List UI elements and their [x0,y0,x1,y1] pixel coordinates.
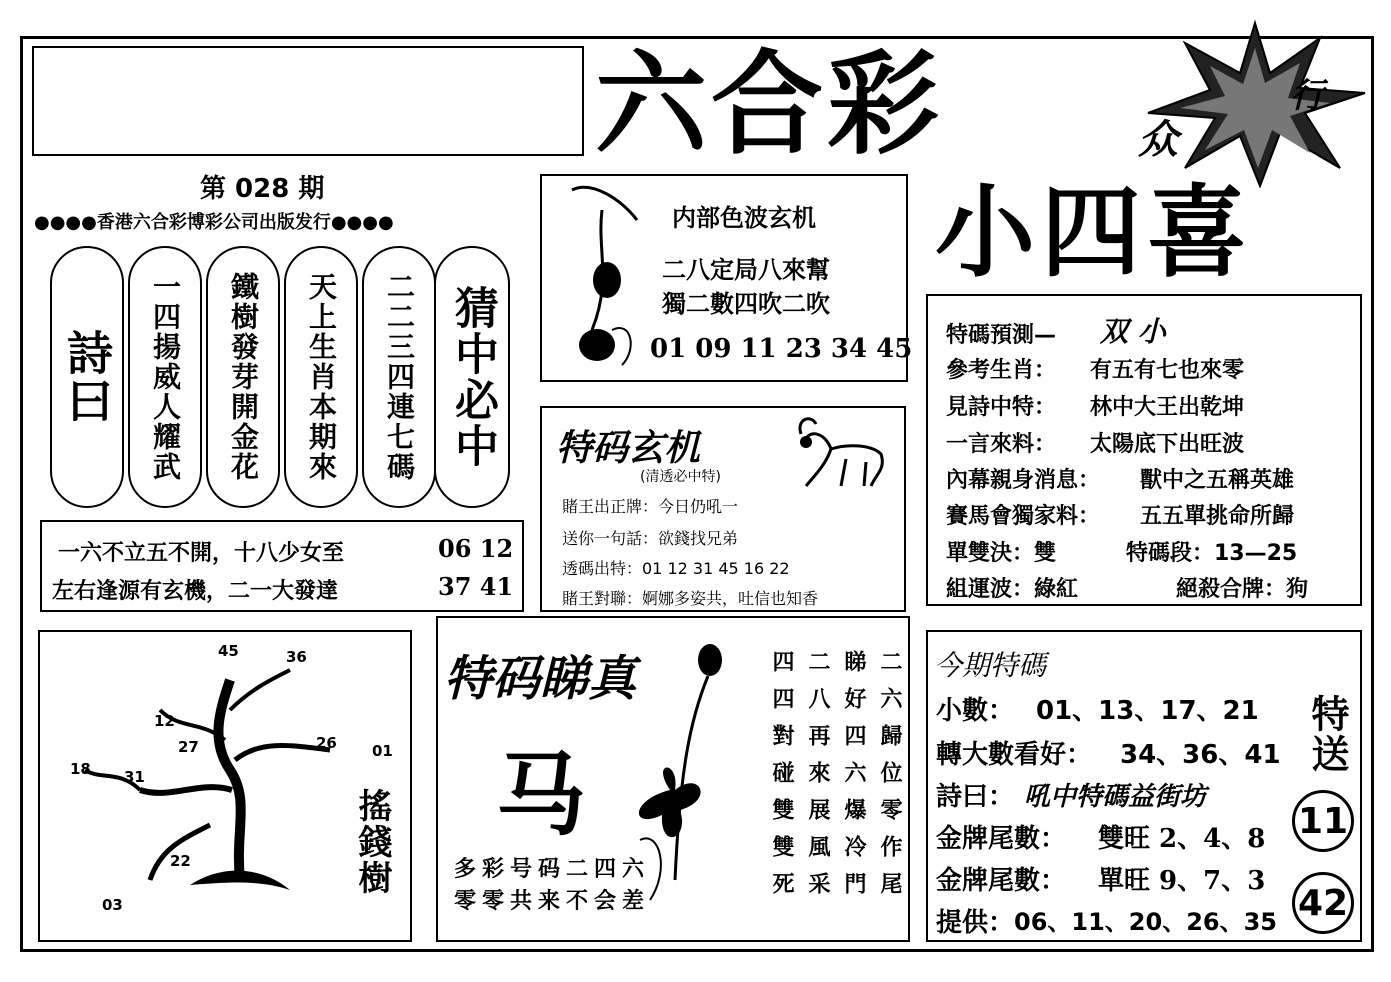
watch-col-4: 四四對碰雙雙死 [769,650,794,909]
goat-icon [786,414,896,494]
tree-num-26: 26 [316,734,337,752]
today-label-5: 提供： [936,908,1015,938]
pred-label-1: 參考生肖： [946,358,1057,383]
special-sub: (清透必中特) [640,469,721,485]
watch-line-2: 零零共来不会差 [454,889,651,914]
tree-num-45: 45 [218,642,239,660]
special-row-1: 賭王出正牌：今日仍吼一 [562,497,739,516]
tree-num-18: 18 [70,760,91,778]
gift-number-2: 42 [1292,872,1354,934]
tree-num-03: 03 [102,896,123,914]
pred-value-0: 双 小 [1100,315,1166,348]
tree-num-01: 01 [372,742,393,760]
pred-row-7b: 特碼段：13—25 [1126,541,1298,566]
watch-title: 特码睇真 [444,651,637,707]
tree-num-12: 12 [154,712,175,730]
pred-label-2: 見詩中特： [946,395,1057,420]
wave-line-2: 獨二數四吹二吹 [662,289,830,318]
tree-num-22: 22 [170,852,191,870]
today-value-3: 雙旺 2、4、8 [1098,824,1266,854]
special-row-3: 透碼出特：01 12 31 45 16 22 [562,559,790,578]
publisher-line: ●●●●香港六合彩博彩公司出版发行●●●● [34,212,394,233]
pred-value-5: 五五單挑命所歸 [1140,504,1295,529]
watch-big-char: 马 [496,743,586,848]
pred-value-1: 有五有七也來零 [1090,358,1245,383]
pred-value-3: 太陽底下出旺波 [1090,432,1245,457]
poem-col-1: 一四揚威人耀武 [128,246,202,508]
tree-num-31: 31 [124,768,145,786]
guess-pill [434,246,510,508]
pred-label-4: 內幕親身消息： [946,468,1101,493]
today-label-3: 金牌尾數： [936,824,1067,854]
today-value-0: 01、13、17、21 [1036,696,1259,726]
pred-label-3: 一言來料： [946,432,1057,457]
special-row-4: 賭王對聯：婀娜多姿共，吐信也知香 [562,589,819,608]
today-value-2: 吼中特碼益街坊 [1024,782,1207,812]
watch-col-3: 二八再來展風采 [805,650,830,909]
watch-line-1: 多彩号码二四六 [454,857,651,882]
pred-row-8b: 絕殺合牌：狗 [1176,577,1309,602]
poem-col-4: 二二三四連七碼 [362,246,436,508]
wave-title: 内部色波玄机 [672,204,816,232]
watch-col-1: 二六歸位零作尾 [877,650,902,909]
poem-title-pill [50,246,124,508]
poem-col-3: 天上生肖本期來 [284,246,358,508]
gift-number-1: 11 [1292,790,1354,852]
poem-col-2: 鐵樹發芽開金花 [206,246,280,508]
wave-numbers: 01 09 11 23 34 45 [650,334,913,364]
flower-icon [552,180,652,375]
pred-label-0: 特碼預測— [946,323,1057,348]
couplet-line-1: 一六不立五不開，十八少女至 [58,541,345,566]
pred-row-8a: 組運波：綠紅 [946,577,1079,602]
watch-col-2: 睇好四六爆冷門 [841,650,866,909]
pred-value-4: 獸中之五稱英雄 [1140,468,1295,493]
special-row-2: 送你一句話：欲錢找兄弟 [562,529,739,548]
today-label-4: 金牌尾數： [936,866,1067,896]
wave-line-1: 二八定局八來幫 [662,255,830,284]
burst-text-right: 行 [1290,76,1324,116]
pred-row-7a: 單雙決：雙 [946,541,1057,566]
today-label-1: 轉大數看好： [936,740,1093,770]
today-value-4: 單旺 9、7、3 [1098,866,1266,896]
pred-label-5: 賽馬會獨家料： [946,504,1101,529]
main-title: 六合彩 [595,40,943,170]
couplet-num-2: 37 41 [438,572,514,601]
tree-label: 搖錢樹 [352,788,392,896]
today-title: 今期特碼 [934,649,1047,682]
tree-num-36: 36 [286,648,307,666]
burst-text-left: 众 [1138,117,1178,163]
gift-label: 特送 [1305,694,1349,774]
today-value-5: 06、11、20、26、35 [1014,908,1277,936]
poem-title: 詩曰 [60,329,114,425]
today-label-0: 小數： [936,696,1015,726]
special-title: 特码玄机 [556,428,701,469]
money-tree-icon [60,650,380,920]
guess-text: 猜中必中 [447,285,498,469]
blank-banner [32,46,584,156]
today-value-1: 34、36、41 [1120,740,1281,770]
pred-value-2: 林中大王出乾坤 [1090,395,1245,420]
sub-title: 小四喜 [935,174,1253,291]
couplet-line-2: 左右逢源有玄機，二一大發達 [52,579,339,604]
today-label-2: 詩曰： [936,782,1015,812]
issue-number: 第 028 期 [200,174,325,204]
tree-num-27: 27 [178,738,199,756]
couplet-num-1: 06 12 [438,534,514,563]
